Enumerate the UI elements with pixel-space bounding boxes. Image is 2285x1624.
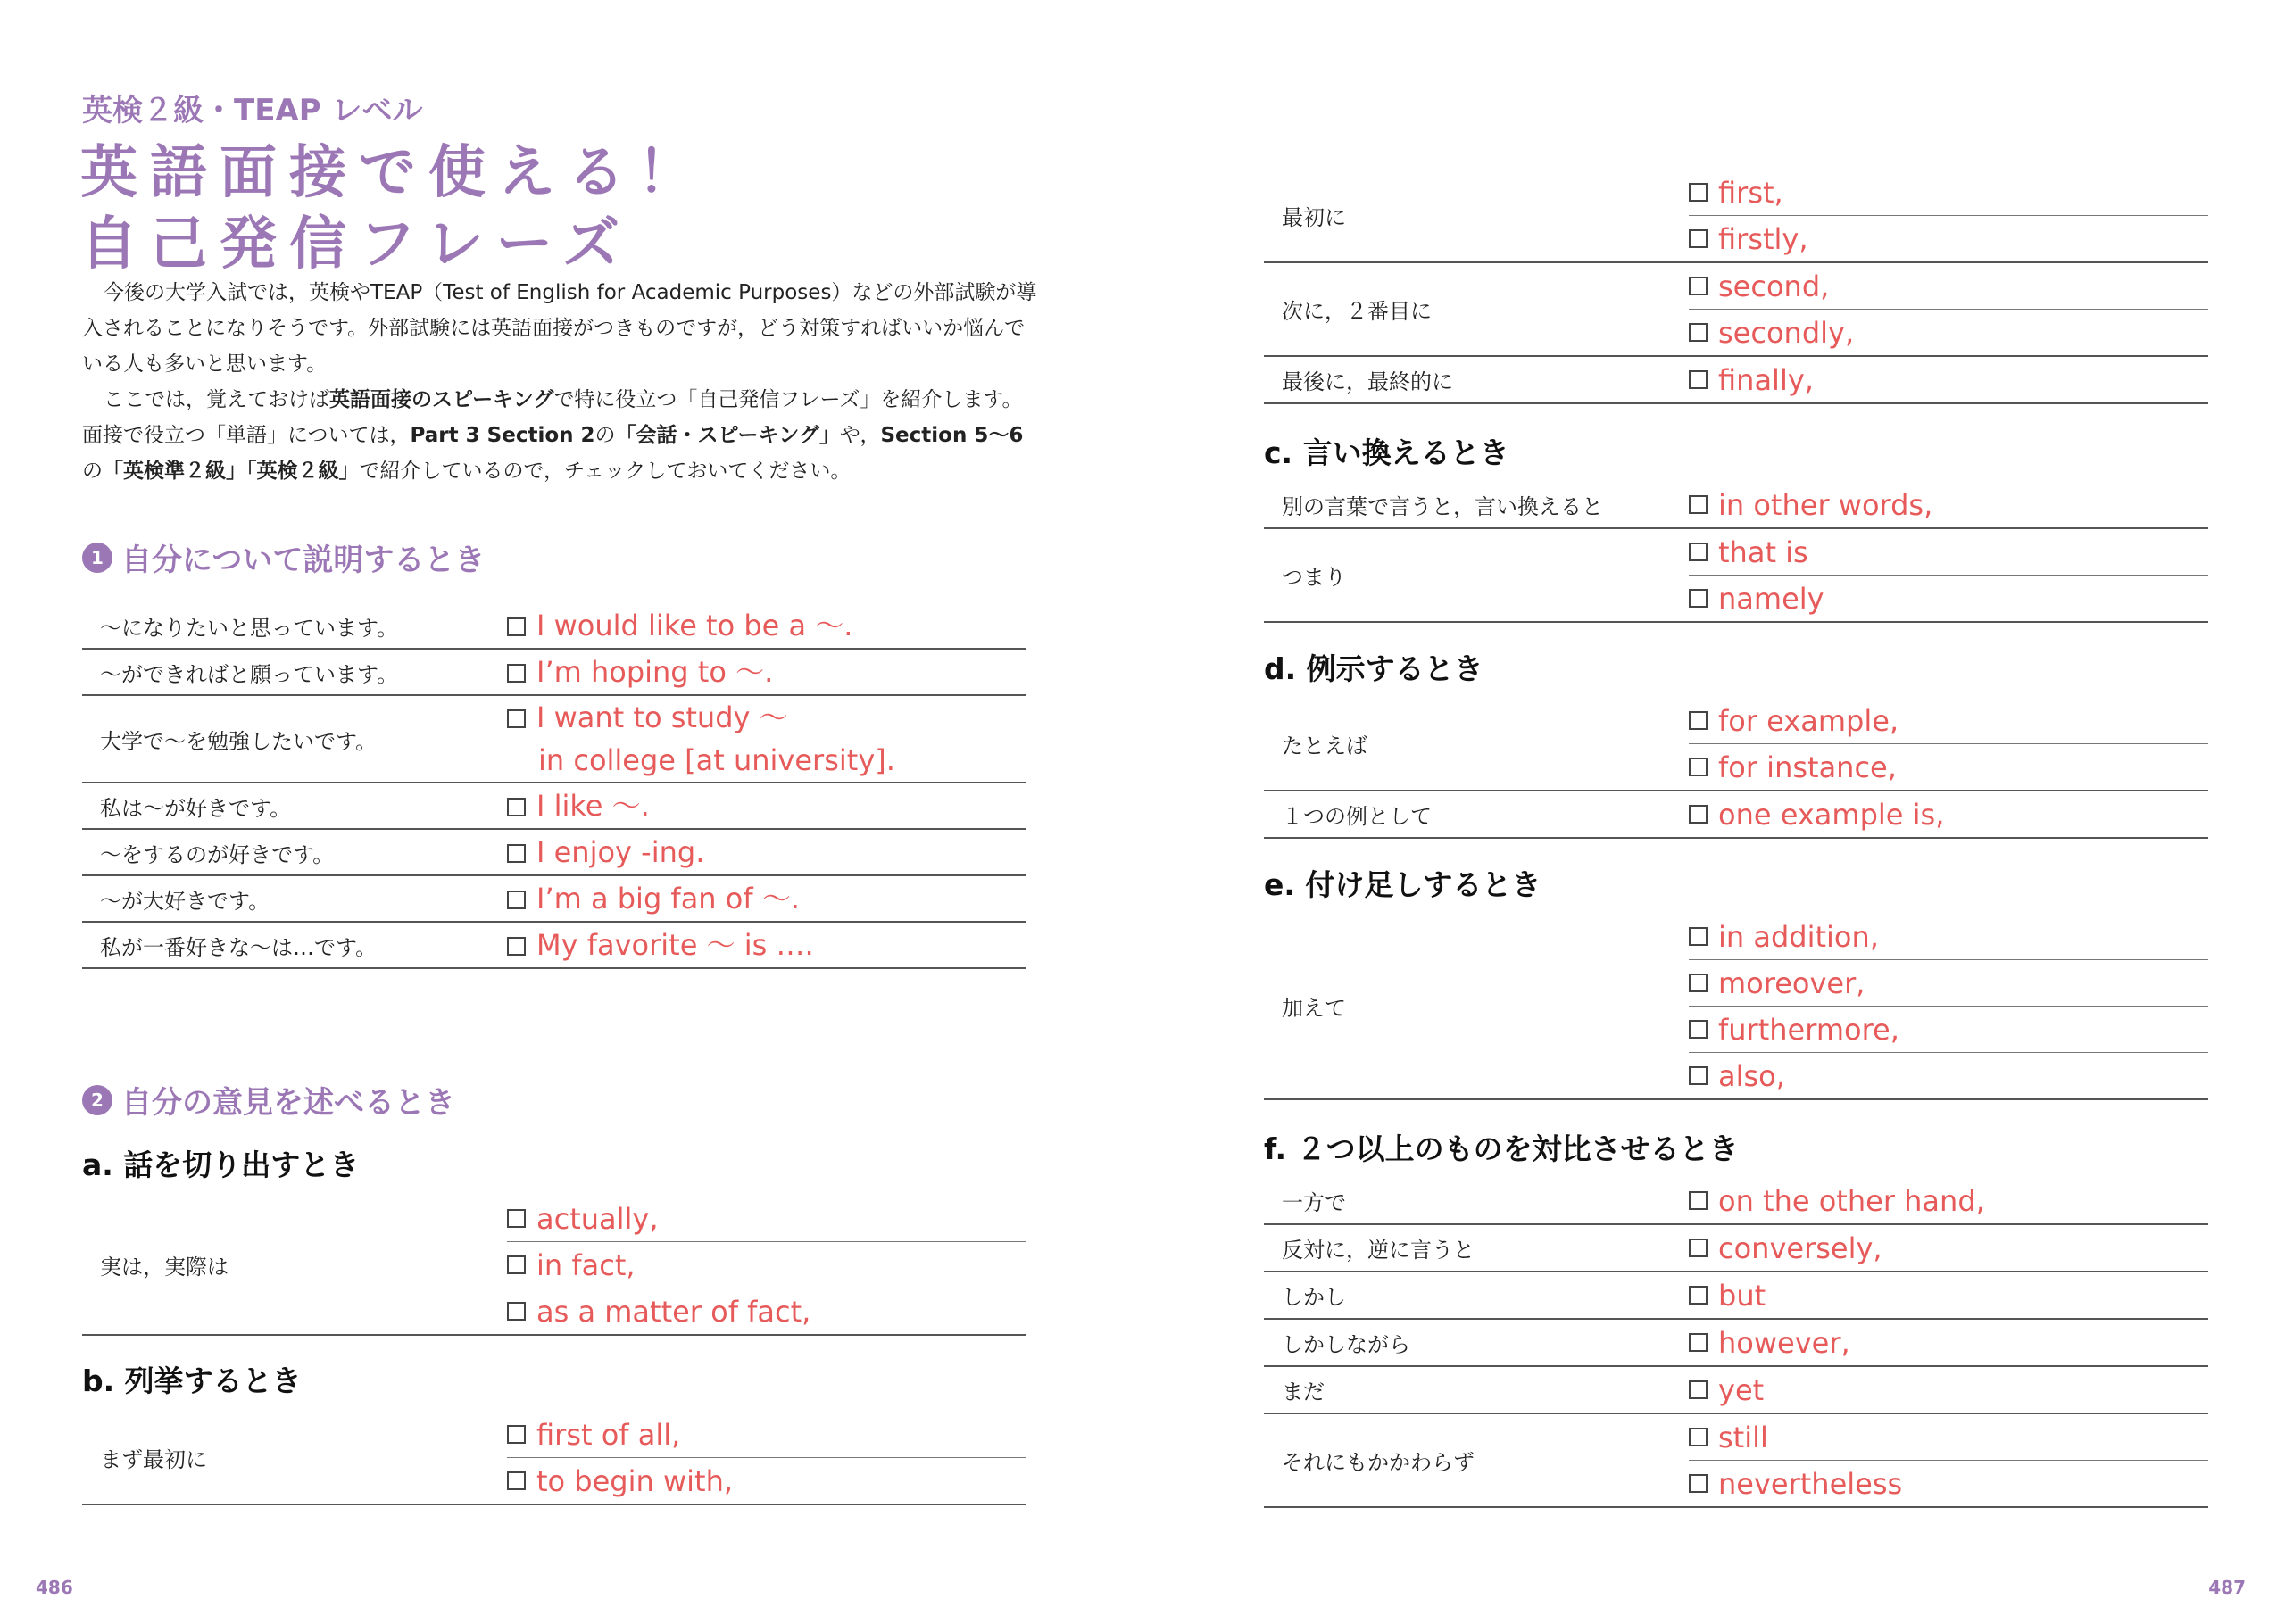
english-phrase-cell [507, 1458, 1026, 1505]
subheading-f: f. ２つ以上のものを対比させるとき [1264, 1131, 1739, 1166]
english-phrase: furthermore, [1718, 1012, 1899, 1047]
english-phrase: I enjoy -ing. [536, 835, 705, 869]
intro-part: で紹介しているので，チェックしておいてください。 [359, 460, 852, 483]
english-phrase: I would like to be a 〜. [536, 609, 853, 642]
english-phrase-cell [1689, 528, 2208, 576]
japanese-phrase: 大学で〜を勉強したいです。 [82, 695, 507, 783]
section-number-badge: 1 [82, 543, 112, 573]
phrase-entry [507, 924, 814, 966]
english-phrase: for instance, [1718, 750, 1897, 784]
japanese-phrase: まず最初に [82, 1412, 507, 1504]
english-phrase: actually, [536, 1201, 659, 1236]
checkbox[interactable] [1689, 974, 1708, 992]
table-row [82, 783, 1026, 829]
phrase-entry [507, 831, 704, 874]
japanese-phrase: 加えて [1264, 914, 1689, 1099]
table-row [1264, 482, 2208, 528]
english-phrase: I’m hoping to 〜. [536, 655, 774, 689]
english-phrase-cell [507, 603, 1026, 649]
english-phrase-cell [1689, 1461, 2208, 1508]
english-phrase-cell [507, 1288, 1026, 1336]
table-row [82, 875, 1026, 922]
checkbox[interactable] [1689, 1380, 1708, 1399]
checkbox[interactable] [1689, 1333, 1708, 1352]
table-row [1264, 914, 2208, 960]
japanese-phrase: 別の言葉で言うと，言い換えると [1264, 482, 1689, 528]
phrase-entry [1689, 704, 2208, 738]
english-phrase-cell [507, 783, 1026, 829]
phrase-entry [1689, 1231, 2208, 1265]
checkbox[interactable] [507, 1425, 526, 1444]
english-phrase-cell [507, 1412, 1026, 1458]
table-row [1264, 1178, 2208, 1224]
phrase-entry [507, 696, 895, 782]
english-phrase-cell [1689, 744, 2208, 791]
table-row [1264, 1224, 2208, 1272]
checkbox[interactable] [507, 1302, 526, 1321]
english-phrase-cell [1689, 170, 2208, 216]
english-phrase: however, [1718, 1325, 1850, 1360]
phrase-table-1 [82, 603, 1026, 969]
checkbox[interactable] [1689, 805, 1708, 824]
english-phrase: on the other hand, [1718, 1183, 1985, 1218]
section-2-title: 自分の意見を述べるとき [121, 1085, 455, 1121]
table-row [1264, 1413, 2208, 1461]
phrase-entry [1689, 1467, 2208, 1501]
section-1-title: 自分について説明するとき [121, 543, 486, 578]
phrase-table-a [82, 1196, 1026, 1336]
table-row [1264, 262, 2208, 310]
english-phrase: that is [1718, 534, 1808, 569]
phrase-entry [1689, 316, 2208, 350]
english-phrase: as a matter of fact, [536, 1294, 811, 1329]
page-title-line1: 英語面接で使える！ [80, 140, 707, 206]
checkbox[interactable] [1689, 370, 1708, 389]
english-phrase: I like 〜. [536, 789, 650, 823]
english-phrase-cell [507, 875, 1026, 922]
japanese-phrase: たとえば [1264, 698, 1689, 791]
japanese-phrase: 〜ができればと願っています。 [82, 649, 507, 695]
checkbox[interactable] [1689, 277, 1708, 295]
phrase-entry [507, 784, 650, 827]
intro-bold: Section 5〜6 [880, 424, 1024, 447]
phrase-entry [1689, 1279, 2208, 1313]
english-phrase-cell [1689, 310, 2208, 357]
english-phrase-continued: in college [at university]. [538, 743, 895, 777]
intro-bold: 「会話・スピーキング」 [615, 424, 840, 447]
english-phrase-cell [1689, 914, 2208, 960]
english-phrase: also, [1718, 1058, 1785, 1093]
left-page [0, 0, 1142, 1624]
checkbox[interactable] [507, 1255, 526, 1274]
checkbox[interactable] [1689, 1066, 1708, 1085]
subheading-b: b. 列挙するとき [82, 1363, 302, 1398]
phrase-entry [1689, 920, 2208, 954]
intro-paragraph-1 [82, 275, 1037, 382]
english-phrase: yet [1718, 1372, 1765, 1407]
english-phrase: conversely, [1718, 1230, 1882, 1265]
english-phrase-cell [1689, 1319, 2208, 1366]
japanese-phrase: 最後に，最終的に [1264, 356, 1689, 403]
checkbox[interactable] [1689, 1428, 1708, 1446]
page-number: 487 [2208, 1577, 2246, 1598]
japanese-phrase: つまり [1264, 528, 1689, 622]
page-number: 486 [36, 1577, 73, 1598]
phrase-table-d [1264, 698, 2208, 839]
english-phrase-cell [1689, 482, 2208, 528]
english-phrase-cell [1689, 1007, 2208, 1053]
english-phrase: I want to study 〜 [536, 700, 788, 734]
checkbox[interactable] [1689, 1474, 1708, 1493]
japanese-phrase: 次に，２番目に [1264, 262, 1689, 356]
intro-part: の [594, 424, 616, 447]
table-row [1264, 1366, 2208, 1413]
phrase-entry [1689, 1059, 2208, 1093]
table-row [1264, 356, 2208, 403]
section-2-heading [82, 1078, 455, 1122]
checkbox[interactable] [1689, 543, 1708, 561]
intro-part: や， [839, 424, 881, 447]
phrase-entry [1689, 269, 2208, 303]
japanese-phrase: 実は，実際は [82, 1196, 507, 1335]
checkbox[interactable] [507, 664, 526, 683]
japanese-phrase: 私は〜が好きです。 [82, 783, 507, 829]
english-phrase-cell [507, 1196, 1026, 1242]
phrase-entry [1689, 798, 2208, 832]
checkbox[interactable] [1689, 758, 1708, 776]
english-phrase: first of all, [536, 1417, 681, 1452]
english-phrase-cell [507, 1242, 1026, 1288]
table-row [1264, 1319, 2208, 1366]
intro-part: ここでは，覚えておけば [104, 388, 329, 411]
english-phrase: in fact, [536, 1247, 636, 1282]
japanese-phrase: 〜になりたいと思っています。 [82, 603, 507, 649]
intro-text-2 [82, 382, 1037, 489]
phrase-table-c [1264, 482, 2208, 623]
section-1-heading [82, 535, 485, 579]
english-phrase: to begin with, [536, 1463, 734, 1498]
japanese-phrase: しかしながら [1264, 1319, 1689, 1366]
phrase-entry [507, 650, 773, 693]
phrase-entry [1689, 1373, 2208, 1407]
phrase-entry [507, 877, 800, 920]
checkbox[interactable] [507, 844, 526, 863]
phrase-entry [1689, 1013, 2208, 1047]
table-row [1264, 1272, 2208, 1319]
english-phrase: firstly, [1718, 221, 1808, 256]
english-phrase-cell [1689, 576, 2208, 623]
intro-bold: 英語面接のスピーキング [329, 388, 554, 411]
english-phrase: nevertheless [1718, 1466, 1903, 1501]
english-phrase: namely [1718, 581, 1824, 616]
checkbox[interactable] [507, 1471, 526, 1490]
english-phrase: My favorite 〜 is …. [536, 928, 814, 962]
checkbox[interactable] [1689, 1239, 1708, 1257]
checkbox[interactable] [1689, 495, 1708, 514]
checkbox[interactable] [1689, 1020, 1708, 1039]
english-phrase: for example, [1718, 703, 1899, 738]
table-row [82, 695, 1026, 783]
english-phrase: secondly, [1718, 315, 1855, 350]
subheading-a: a. 話を切り出すとき [82, 1148, 360, 1182]
phrase-entry [1689, 488, 2208, 522]
table-row [1264, 698, 2208, 744]
checkbox[interactable] [507, 798, 526, 816]
checkbox[interactable] [1689, 323, 1708, 342]
english-phrase: still [1718, 1420, 1768, 1454]
checkbox[interactable] [507, 937, 526, 956]
japanese-phrase: 〜が大好きです。 [82, 875, 507, 922]
english-phrase: second, [1718, 269, 1830, 303]
right-page [1142, 0, 2285, 1624]
english-phrase: in other words, [1718, 487, 1933, 522]
english-phrase: moreover, [1718, 965, 1865, 1000]
english-phrase-cell [1689, 262, 2208, 310]
intro-paragraph-2 [82, 382, 1037, 489]
table-row [1264, 170, 2208, 216]
english-phrase-cell [1689, 1053, 2208, 1100]
page-title-line2: 自己発信フレーズ [80, 211, 633, 278]
subheading-c: c. 言い換えるとき [1264, 435, 1509, 470]
phrase-table-b [82, 1412, 1026, 1505]
checkbox[interactable] [1689, 1191, 1708, 1210]
subheading-d: d. 例示するとき [1264, 651, 1483, 686]
english-phrase-cell [1689, 356, 2208, 403]
table-row [82, 1196, 1026, 1242]
table-row [82, 1412, 1026, 1458]
japanese-phrase: まだ [1264, 1366, 1689, 1413]
phrase-entry [1689, 1421, 2208, 1454]
english-phrase-cell [1689, 1413, 2208, 1461]
english-phrase-cell [1689, 1178, 2208, 1224]
english-phrase: first, [1718, 175, 1783, 210]
phrase-entry [1689, 1326, 2208, 1360]
checkbox[interactable] [507, 709, 526, 728]
phrase-table-e [1264, 914, 2208, 1100]
english-phrase: one example is, [1718, 797, 1945, 832]
checkbox[interactable] [1689, 711, 1708, 730]
english-phrase-cell [507, 695, 1026, 783]
japanese-phrase: 私が一番好きな〜は…です。 [82, 922, 507, 968]
table-row [82, 829, 1026, 875]
phrase-entry [1689, 535, 2208, 569]
phrase-entry [1689, 1184, 2208, 1218]
phrase-entry [1689, 222, 2208, 256]
english-phrase: finally, [1718, 362, 1814, 397]
phrase-table-f [1264, 1178, 2208, 1508]
intro-text-1: 今後の大学入試では，英検やTEAP（Test of English for Academic Purposes）などの外部試験が導入されることになりそうです。外部試験には英語面接がつきものですが，どう対策すればいいか悩んでいる人も多いと思います。 [82, 281, 1037, 376]
checkbox[interactable] [1689, 927, 1708, 946]
phrase-entry [507, 1464, 1026, 1498]
phrase-entry [1689, 750, 2208, 784]
checkbox[interactable] [1689, 1286, 1708, 1305]
phrase-entry [1689, 176, 2208, 210]
english-phrase-cell [1689, 1272, 2208, 1319]
english-phrase: I’m a big fan of 〜. [536, 882, 800, 916]
table-row [1264, 791, 2208, 838]
japanese-phrase: 最初に [1264, 170, 1689, 262]
japanese-phrase: しかし [1264, 1272, 1689, 1319]
phrase-entry [507, 1418, 1026, 1452]
checkbox[interactable] [507, 1209, 526, 1228]
phrase-entry [507, 1202, 1026, 1236]
phrase-entry [507, 1248, 1026, 1282]
table-row [82, 649, 1026, 695]
intro-bold: 「英検準２級」「英検２級」 [103, 460, 360, 483]
japanese-phrase: 一方で [1264, 1178, 1689, 1224]
english-phrase: but [1718, 1278, 1766, 1313]
english-phrase-cell [507, 829, 1026, 875]
english-phrase: in addition, [1718, 919, 1879, 954]
table-row [82, 922, 1026, 968]
english-phrase-cell [1689, 791, 2208, 838]
phrase-entry [1689, 582, 2208, 616]
english-phrase-cell [507, 922, 1026, 968]
intro-part: の [82, 460, 103, 483]
english-phrase-cell [1689, 1366, 2208, 1413]
subheading-e: e. 付け足しするとき [1264, 867, 1541, 902]
checkbox[interactable] [1689, 183, 1708, 202]
japanese-phrase: 反対に，逆に言うと [1264, 1224, 1689, 1272]
phrase-entry [507, 1295, 1026, 1329]
japanese-phrase: 〜をするのが好きです。 [82, 829, 507, 875]
japanese-phrase: それにもかかわらず [1264, 1413, 1689, 1507]
checkbox[interactable] [1689, 229, 1708, 248]
table-row [1264, 528, 2208, 576]
section-number-badge: 2 [82, 1085, 112, 1115]
intro-part: で特に役立つ「自己発信フレーズ」を紹介します。面接で役立つ「単語」については， [82, 388, 1023, 447]
level-label: 英検２級・TEAP レベル [82, 93, 423, 128]
japanese-phrase: １つの例として [1264, 791, 1689, 838]
checkbox[interactable] [507, 617, 526, 636]
table-row [82, 603, 1026, 649]
phrase-entry [507, 604, 852, 647]
phrase-entry [1689, 966, 2208, 1000]
english-phrase-cell [1689, 698, 2208, 744]
phrase-table-b-continued [1264, 170, 2208, 404]
english-phrase-cell [1689, 1224, 2208, 1272]
english-phrase-cell [1689, 960, 2208, 1007]
english-phrase-cell [507, 649, 1026, 695]
checkbox[interactable] [1689, 589, 1708, 608]
intro-bold: Part 3 Section 2 [410, 424, 595, 447]
english-phrase-cell [1689, 216, 2208, 263]
checkbox[interactable] [507, 891, 526, 909]
phrase-entry [1689, 363, 2208, 397]
